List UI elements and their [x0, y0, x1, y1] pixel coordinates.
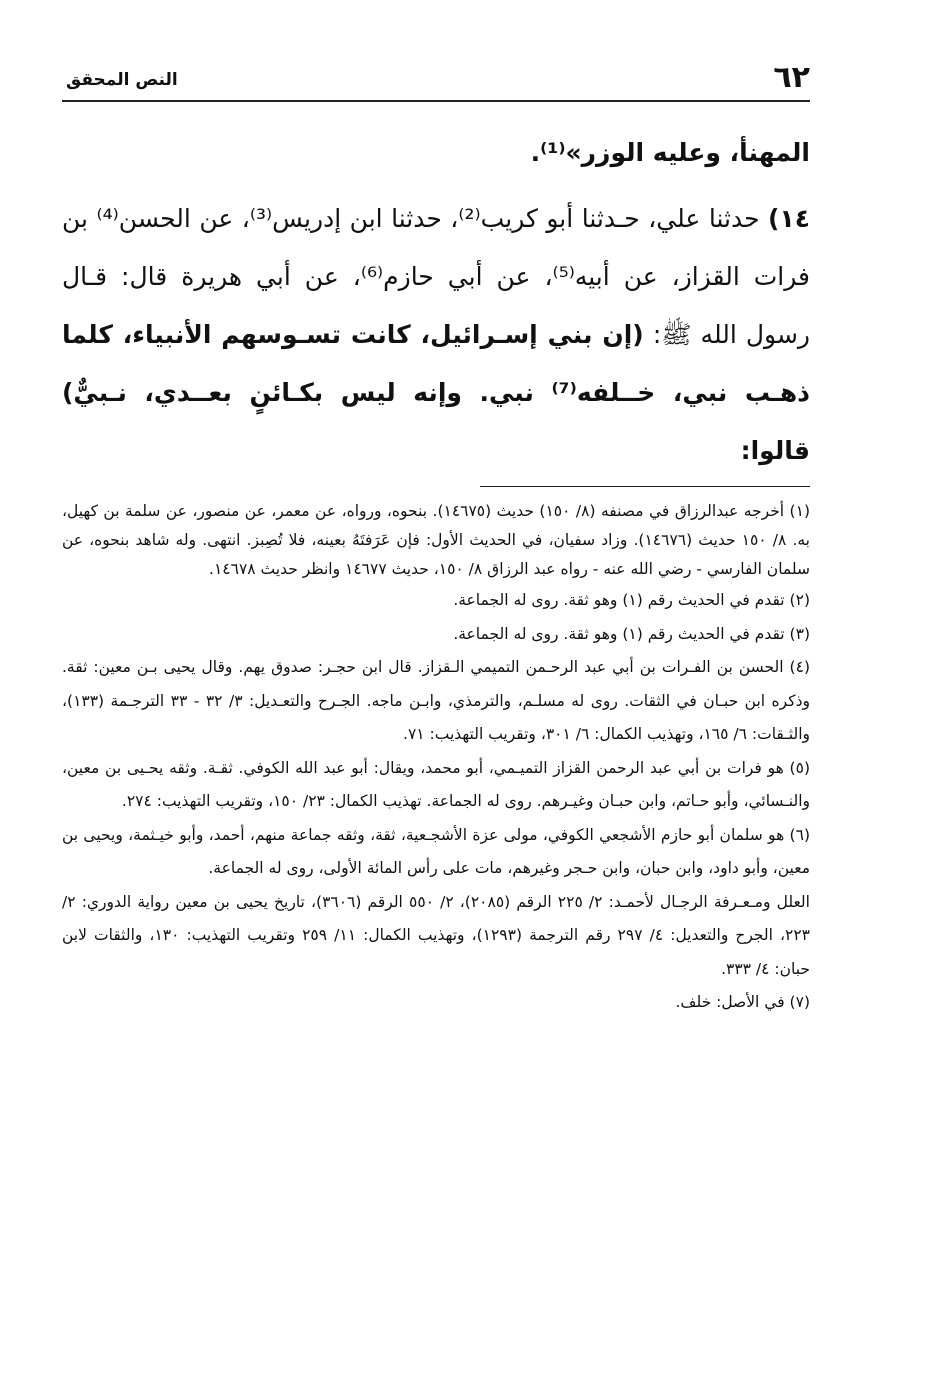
- footnote-rule: [480, 486, 810, 487]
- footnote-4: (٤) الحسن بن الفـرات بن أبي عبد الرحـمن التميمي الـقزاز. قال ابن حجـر: صدوق يهم. وقال يحيى بـن معين: ثقة. وذكره ابن حبـان في الثقات. روى له مسلـم، والترمذي، وابـن ماجه. الجـرح والتعـديل: ٣/ ٣٢ - ٣٣ الترجـمة (١٣٣)، والثـقات: ٦/ ١٦٥، وتهذيب الكمال: ٦/ ٣٠١، وتقريب التهذيب: ٧١.: [62, 658, 810, 743]
- hadith-number: ١٤): [768, 204, 811, 233]
- book-page: [62, 52, 810, 1352]
- footnote-6-references: العلل ومـعـرفة الرجـال لأحمـد: ٢/ ٢٢٥ الرقم (٢٠٨٥)، ٢/ ٥٥٠ الرقم (٣٦٠٦)، تاريخ يحيى بن معين رواية الدوري: ٢/ ٢٢٣، الجرح والتعديل: ٤/ ٢٩٧ رقم الترجمة (١٢٩٣)، وتهذيب الكمال: ١١/ ٢٥٩ وتقريب التهذيب: ١٣٠، والثقات لابن حبان: ٤/ ٣٣٣.: [62, 892, 811, 978]
- page-header: [62, 52, 810, 102]
- footnote-2: (٢) تقدم في الحديث رقم (١) وهو ثقة. روى له الجماعة.: [453, 591, 810, 609]
- running-title: النص المحقق: [66, 70, 178, 90]
- matn-text: (إن بني إسـرائيل، كانت تسـوسهم الأنبياء، كلما ذهـب نبي، خــلفه⁽⁷⁾ نبي. وإنه ليس بكـائنٍ بعــدي، نـبيٌّ) قالوا:: [62, 320, 810, 465]
- header-rule: [62, 100, 810, 102]
- footnote-5: (٥) هو فرات بن أبي عبد الرحمن القزاز التميـمي، أبو محمد، ويقال: أبو عبد الله الكوفي. ثقـة. وثقه يحـيى بن معين، والنـسائي، وأبو حـاتم، وابن حبـان وغيـرهم. روى له الجماعة. تهذيب الكمال: ٢٣/ ١٥٠، وتقريب التهذيب: ٢٧٤.: [62, 758, 810, 810]
- text-line-1: المهنأ، وعليه الوزر»⁽¹⁾.: [530, 138, 810, 167]
- page-number: ٦٢: [773, 60, 810, 95]
- hadith-paragraph: [62, 190, 810, 480]
- main-text: [62, 124, 810, 480]
- footnotes: [62, 497, 810, 1020]
- footnote-1: (١) أخرجه عبدالرزاق في مصنفه (٨/ ١٥٠) حديث (١٤٦٧٥). بنحوه، ورواه، عن معمر، عن منصور، عن سلمة بن كهيل، به. ٨/ ١٥٠ حديث (١٤٦٧٦). وزاد سفيان، في الحديث الأول: فإن عَرَفتَهُ بعينه، فلا تُصِبز. انتهى. وله شاهد بنحوه، عن سلمان الفارسي - رضي الله عنه - رواه عبد الرزاق ٨/ ١٥٠، حديث ١٤٦٧٧ وانظر حديث ١٤٦٧٨.: [62, 502, 811, 578]
- footnote-6: (٦) هو سلمان أبو حازم الأشجعي الكوفي، مولى عزة الأشجـعية، ثقة، وثقه جماعة منهم، أحمد، وأبو خيـثمة، ويحيى بن معين، وأبو داود، وابن حبان، وابن حـجر وغيرهم، مات على رأس المائة الأولى، روى له الجماعة.: [62, 825, 810, 877]
- footnote-7: (٧) في الأصل: خلف.: [675, 993, 810, 1011]
- footnote-3: (٣) تقدم في الحديث رقم (١) وهو ثقة. روى له الجماعة.: [453, 624, 810, 643]
- isnad-text: حدثنا علي، حـدثنا أبو كريب⁽²⁾، حدثنا ابن إدريس⁽³⁾، عن الحسن⁽⁴⁾ بن فرات القزاز، عن أبيه⁽⁵⁾، عن أبي حازم⁽⁶⁾، عن أبي هريرة قال: قـال رسول الله ﷺ:: [62, 204, 810, 349]
